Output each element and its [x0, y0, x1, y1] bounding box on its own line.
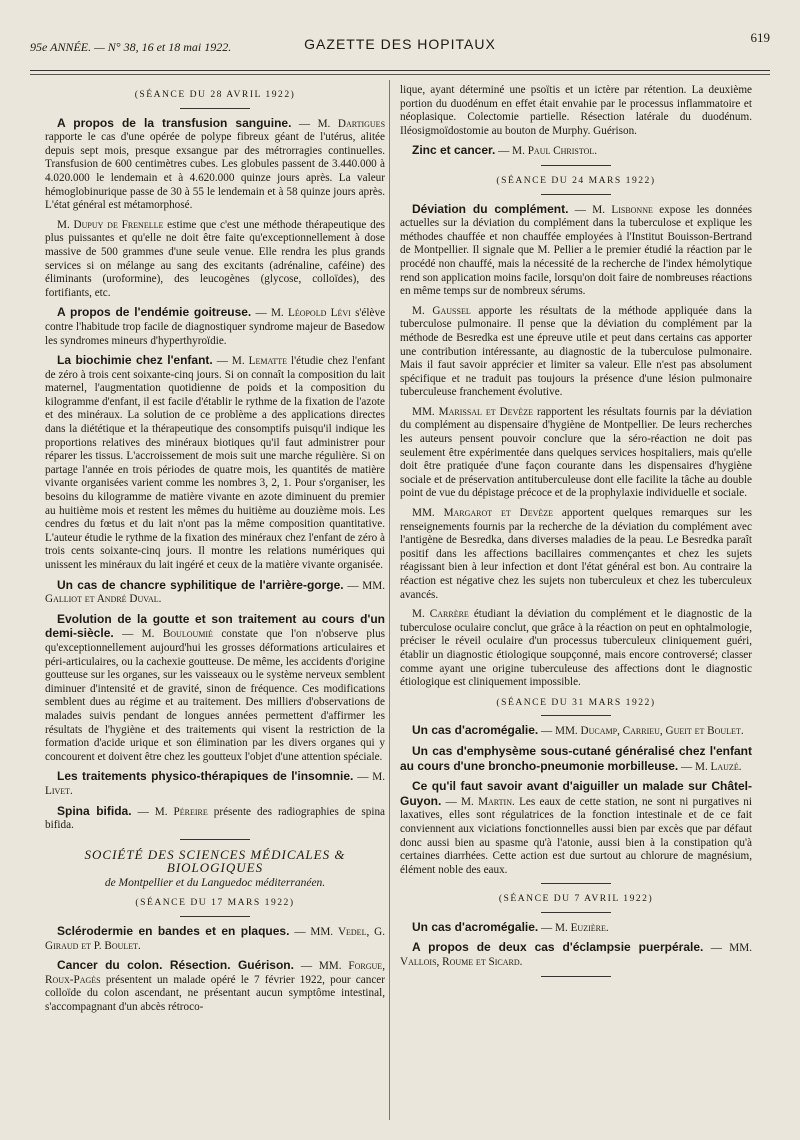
article-author: M. Lisbonne: [592, 203, 653, 216]
article-author: Léopold Lévi: [287, 307, 351, 320]
page-header: [30, 24, 770, 64]
article: [45, 306, 385, 348]
article-text: étudiant la déviation du complément et le diagnostic de la tuberculose oculaire conclut, que grâce à la réaction on peut en ophtalmologie, préciser le réveil oculaire d'un processus tuberculeux cliniquement guéri, établir un diagnostic étiologique soupçonné, mais encore controversé; classer comme ayant une origine tuberculeuse des affections dont le diagnostic étiologique est cliniquement impossible.: [400, 608, 753, 689]
dash: — MM.: [300, 960, 342, 973]
article-title: Evolution de la goutte et son traitement au cours d'un demi-siècle.: [45, 611, 385, 641]
dash: — M.: [357, 771, 386, 784]
seance-heading: (SÉANCE DU 28 AVRIL 1922): [134, 89, 296, 100]
article-title: Sclérodermie en bandes et en plaques.: [57, 924, 290, 939]
article-author: Marissal et Devèze: [438, 405, 534, 418]
dash: — M.: [498, 145, 525, 158]
seance-heading: (SÉANCE DU 17 MARS 1922): [135, 897, 295, 909]
article-paragraph: [400, 608, 752, 690]
society-subtitle: de Montpellier et du Languedoc méditerranéen.: [104, 876, 326, 889]
article-paragraph: [400, 507, 752, 602]
article: [45, 770, 385, 798]
section-rule: [541, 165, 611, 166]
article-author: Margarot et Devèze: [443, 507, 554, 520]
article: [45, 117, 385, 213]
article-title: Zinc et cancer.: [412, 143, 496, 158]
article: [400, 144, 752, 159]
dash: — M.: [298, 117, 331, 130]
article-author: Péreire: [173, 805, 208, 818]
article-title: Un cas de chancre syphilitique de l'arrière-gorge.: [57, 577, 344, 592]
dash: — MM.: [710, 942, 752, 955]
article-authors: Vedel, G. Giraud et P. Boulet.: [45, 926, 385, 952]
article-title: Ce qu'il faut savoir avant d'aiguiller un malade sur Châtel-Guyon.: [400, 779, 752, 808]
article: [400, 780, 752, 877]
prefix: MM.: [412, 507, 435, 520]
article-author: M. Lauzé.: [695, 760, 742, 773]
journal-title: GAZETTE DES HOPITAUX: [304, 36, 496, 52]
article-authors: Vallois, Roume et Sicard.: [400, 956, 523, 969]
seance-heading: (SÉANCE DU 31 MARS 1922): [496, 696, 656, 708]
page-number: 619: [750, 30, 770, 45]
column-divider: [389, 80, 390, 1120]
dash: — M.: [255, 307, 284, 320]
article-author: Martin.: [478, 795, 515, 808]
left-column: [45, 84, 385, 1021]
article-continuation: [400, 84, 752, 138]
section-rule: [541, 976, 611, 977]
article-author: Forgue, Roux-Pagès: [45, 960, 385, 986]
section-rule: [541, 194, 611, 195]
section-rule: [541, 883, 611, 884]
section-rule: [541, 715, 611, 716]
article-author: Gaussel: [432, 304, 471, 317]
issue-info: 95e ANNÉE. — N° 38, 16 et 18 mai 1922.: [30, 40, 232, 54]
dash: — M.: [541, 921, 568, 934]
prefix: M.: [412, 608, 425, 621]
article-text: l'étudie chez l'enfant de zéro à trois cent soixante-cinq jours. Si on connaît la composition du lait maternel, l'augmentation quotidienne de poids et la composition du kilogramme d'enfant, il est facile d'établir le rythme de la fixation de l'azote et des minéraux. La solution de ce problème a des applications directes dans la diététique et la thérapeutique des consomptifs puisqu'il indique les proportions relatives des minéraux biotiques qu'il faut administrer pour réparer les tissus. L'accroissement de mois suit une marche régulière. Si on partage l'année en trois périodes de quatre mois, les quantités de matière vivante organisées varient comme les nombres 3, 2, 1. Pour s'organiser, les besoins du kilogramme de matière vivante en azote diminuent du premier au huitième mois et restent les mêmes du huitième au douzième mois. Les cendres du fœtus et du lait n'ont pas la même composition quantitative. L'auteur étudie le rythme de la fixation des minéraux chez l'enfant de zéro à trois cents soixante-cinq jours. Il montre les relations numériques qui unissent les minéraux du lait ingéré et ceux de la matière vivante organisée.: [45, 355, 386, 571]
article: [400, 745, 752, 774]
article-text: rapporte le cas d'une opérée de polype fibreux géant de l'utérus, alitée depuis sept mois, presque exsangue par des métrorragies continuelles. Transfusion de 600 centimètres cubes. Les globules passent de 3.440.000 à 4.020.000 le lendemain et à 4.620.000 quinze jours après. La valeur hémoglobinurique passe de 30 à 55 le lendemain et à 58 quinze jours après. L'état général est métamorphosé.: [45, 131, 385, 212]
article-title: Spina bifida.: [57, 803, 132, 818]
article-text: expose les données actuelles sur la déviation du complément dans la tuberculose et explique les méthodes chauffée et non chauffée employées à l'Institut Bouisson-Bertrand de Montpellier. Il signale que M. Pellier a le premier étudié la réaction par le procédé non chauffé, mais la nécessité de la recherche de l'index hémolytique rend son application moins facile, lorsqu'on doit faire de nombreuses réactions en même temps sur de nombreux sérums.: [400, 203, 753, 298]
section-rule: [180, 916, 250, 917]
section-rule: [180, 108, 250, 109]
article: [45, 579, 385, 607]
article-authors: Ducamp, Carrieu, Gueit et Boulet.: [580, 725, 744, 738]
article-title: Cancer du colon. Résection. Guérison.: [57, 958, 294, 973]
article-text: lique, ayant déterminé une psoïtis et un ictère par rétention. La deuxième portion du duodénum en effet était envahie par le processus inflammatoire et néoplasique. Colectomie partielle. Résection latérale du duodénum. Iléosigmoïdostomie au bouton de Murphy. Guérison.: [400, 84, 752, 137]
article-paragraph: [45, 219, 385, 301]
article-text: présente des radiographies de spina bifida.: [45, 805, 386, 832]
dash: — M.: [122, 628, 155, 641]
dash: — MM.: [294, 926, 334, 939]
dash: —: [574, 203, 586, 216]
prefix: M.: [412, 304, 425, 317]
article: [45, 959, 385, 1014]
article-text: constate que l'on n'observe plus qu'exceptionnellement aujourd'hui les grosses déformations articulaires et péri-articulaires, ou la cachexie goutteuse. De même, les accidents d'origine goutteuse sur les organes, sur les vaisseaux ou le système nerveux semblent diminuer d'intensité et de gravité, sinon de fréquence. Ces modifications semblent dues au régime et au traitement. Des milliers d'observations de malades suivis pendant de longues années permettent d'affirmer les résultats de l'hygiène et des traitements qui visent la restriction de la formation d'acide urique et son élimination par les divers organes qui y concourent et doivent être chez les goutteux l'objet d'une attention spéciale.: [45, 628, 386, 763]
article-text: Les eaux de cette station, ne sont ni purgatives ni laxatives, elles sont régulatrices de la fonction intestinale et de ce fait conviennent aux viciations fonctionnelles aussi bien par excès que par défaut donc aussi bien au spasme qu'à l'atonie, aussi bien à la constipation qu'à certaines diarrhées. Cette action est due surtout au chlorure de magnésium, élément noble des eaux.: [400, 795, 753, 876]
dash: — MM.: [347, 579, 385, 592]
article: [45, 354, 385, 573]
article-author: Dartigues: [337, 117, 386, 130]
article-text: estime que c'est une méthode thérapeutique des plus puissantes et qu'elle ne doit être faite qu'exceptionnellement à dose massive de 500 grammes d'une seule venue. Elle rendra les plus grands services si on mélange au sang des excitants (adrénaline, caféine) des éliminants (uroformine), des leucogènes (glycose, colloïdes), des fortifiants, etc.: [45, 218, 386, 299]
article: [45, 925, 385, 953]
article: [400, 724, 752, 739]
article-title: Un cas d'acromégalie.: [412, 723, 539, 738]
dash: — M.: [216, 355, 245, 368]
section-rule: [541, 912, 611, 913]
article-author: Bouloumié: [162, 628, 213, 641]
article-title: Un cas d'acromégalie.: [412, 919, 539, 934]
article-paragraph: [400, 305, 752, 400]
article: [400, 921, 752, 936]
article-text: apportent quelques remarques sur les renseignements fournis par la recherche de la déviation du complément avec l'antigène de Besredka, dans diverses maladies de la peau. Le Besredka paraît positif dans les affections bacillaires commençantes et chez les sujets réagissant bien à leur infection et dont l'état général est bon. Au contraire la réaction est négative chez les sujets non tuberculeux et chez les tuberculeux avancés.: [400, 507, 753, 601]
article-title: A propos de deux cas d'éclampsie puerpérale.: [412, 940, 704, 955]
society-title: SOCIÉTÉ DES SCIENCES MÉDICALES & BIOLOGIQUES: [84, 846, 346, 876]
article-author: Dupuy de Frenelle: [73, 218, 164, 231]
article-paragraph: [400, 406, 752, 501]
article: [400, 941, 752, 969]
dash: — M.: [137, 805, 168, 818]
dash: — MM.: [541, 725, 578, 738]
article-text: présentent un malade opéré le 7 février 1922, pour cancer colloïde du colon ascendant, ne présentant aucun symptôme intestinal, s'accompagnant d'un abcès rétroco-: [45, 973, 385, 1014]
section-rule: [180, 839, 250, 840]
dash: — M.: [445, 795, 474, 808]
article-title: Les traitements physico-thérapiques de l'insomnie.: [57, 769, 354, 784]
article-author: Euzière.: [570, 921, 609, 934]
article-title: A propos de l'endémie goitreuse.: [57, 305, 252, 320]
article: [45, 805, 385, 833]
article-author: Carrère: [429, 608, 469, 621]
prefix: MM.: [412, 405, 435, 418]
article-text: s'élève contre l'habitude trop facile de diagnostiquer syndrome majeur de Basedow les syndromes mineurs d'hyperthyroïdie.: [45, 307, 386, 347]
article-author: Lematte: [248, 355, 288, 368]
article-title: Déviation du complément.: [412, 201, 569, 216]
header-rule-thin: [30, 74, 770, 75]
article-author: Paul Christol.: [527, 145, 598, 158]
article-title: A propos de la transfusion sanguine.: [57, 115, 292, 130]
prefix: M.: [57, 218, 70, 231]
article-title: La biochimie chez l'enfant.: [57, 353, 213, 368]
article-text: apporte les résultats de la méthode appliquée dans la tuberculose pulmonaire. Il pense que la déviation du complément par la méthode de Besredka est une épreuve utile et peut dans certains cas apporter une contribution intéressante, au diagnostic de la tuberculose pulmonaire. Mais il faut savoir apprécier et limiter sa valeur. Elle n'est pas absolument spécifique et ne traduit pas toujours la présence d'une lésion pulmonaire tuberculeuse franchement évolutive.: [400, 304, 753, 399]
dash: —: [681, 760, 693, 773]
article-author: Livet.: [45, 784, 73, 797]
article-title: Un cas d'emphysème sous-cutané généralisé chez l'enfant au cours d'une broncho-pneumonie morbilleuse.: [400, 743, 752, 773]
article-authors: Galliot et André Duval.: [45, 593, 162, 606]
seance-heading: (SÉANCE DU 24 MARS 1922): [496, 174, 656, 186]
header-rule: [30, 70, 770, 71]
article: [400, 203, 752, 299]
article-text: rapportent les résultats fournis par la déviation du complément au dispensaire d'hygiène de Montpellier. De leurs recherches les auteurs pensent pouvoir conclure que la séro-réaction ne doit pas seulement être expérimentée dans quelques services hospitaliers, mais qu'elle doit être pratiquée d'une façon courante dans les dispensaires d'hygiène sociale et de préservation antituberculeuse dont elle facilite la tâche au double point de vue du dépistage précoce et de la prophylaxie individuelle et sociale.: [400, 405, 753, 500]
right-column: [400, 84, 752, 985]
seance-heading: (SÉANCE DU 7 AVRIL 1922): [498, 893, 654, 905]
article: [45, 613, 385, 765]
